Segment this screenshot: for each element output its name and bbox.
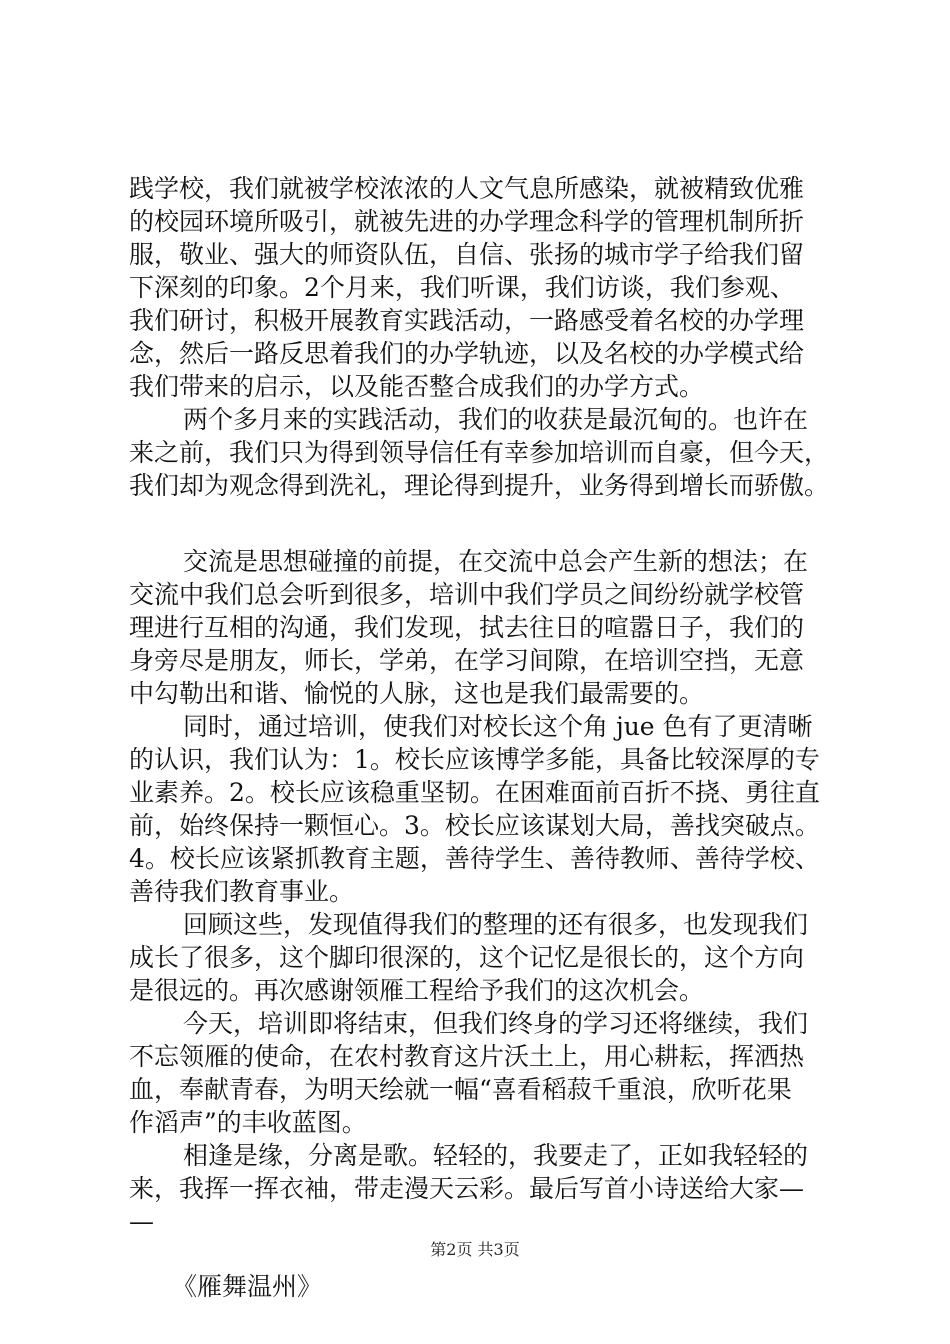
paragraph-7 xyxy=(129,1139,831,1238)
paragraph-line: 交流中我们总会听到很多，培训中我们学员之间纷纷就学校管 xyxy=(129,580,805,609)
paragraph-5 xyxy=(129,908,831,1007)
paragraph-line: 念，然后一路反思着我们的办学轨迹，以及名校的办学模式给 xyxy=(129,339,805,368)
paragraph-line: 来，我挥一挥衣袖，带走漫天云彩。最后写首小诗送给大家— xyxy=(129,1174,805,1203)
paragraph-line: 我们带来的启示，以及能否整合成我们的办学方式。 xyxy=(129,372,705,401)
paragraph-line: 身旁尽是朋友，师长，学弟，在学习间隙，在培训空挡，无意 xyxy=(129,646,805,675)
paragraph-line: 同时，通过培训，使我们对校长这个角 jue 色有了更清晰 xyxy=(183,712,813,741)
page-footer xyxy=(0,1240,950,1260)
paragraph-line: 践学校，我们就被学校浓浓的人文气息所感染，就被精致优雅 xyxy=(129,174,805,203)
paragraph-line: 我们却为观念得到洗礼，理论得到提升，业务得到增长而骄傲。 xyxy=(129,471,830,500)
paragraph-line: 的校园环境所吸引，就被先进的办学理念科学的管理机制所折 xyxy=(129,207,805,236)
paragraph-6 xyxy=(129,1007,831,1139)
paragraph-line: 两个多月来的实践活动，我们的收获是最沉甸的。也许在 xyxy=(183,405,809,434)
paragraph-3 xyxy=(129,545,831,710)
paragraph-4 xyxy=(129,710,831,908)
paragraph-line: 我们研讨，积极开展教育实践活动，一路感受着名校的办学理 xyxy=(129,306,805,335)
paragraph-line: 前，始终保持一颗恒心。3。校长应该谋划大局，善找突破点。 xyxy=(129,811,820,840)
paragraph-line: 成长了很多，这个脚印很深的，这个记忆是很长的，这个方向 xyxy=(129,943,805,972)
paragraph-line: 相逢是缘，分离是歌。轻轻的，我要走了，正如我轻轻的 xyxy=(183,1141,809,1170)
paragraph-line: 服，敬业、强大的师资队伍，自信、张扬的城市学子给我们留 xyxy=(129,240,805,269)
paragraph-line: 中勾勒出和谐、愉悦的人脉，这也是我们最需要的。 xyxy=(129,679,705,708)
paragraph-line: 理进行互相的沟通，我们发现，拭去往日的喧嚣日子，我们的 xyxy=(129,613,805,642)
paragraph-line: 的认识，我们认为：1。校长应该博学多能，具备比较深厚的专 xyxy=(129,745,820,774)
paragraph-2 xyxy=(129,403,831,502)
paragraph-spacer xyxy=(129,502,831,545)
paragraph-line: 作滔声”的丰收蓝图。 xyxy=(129,1108,367,1137)
paragraph-line: 下深刻的印象。2个月来，我们听课，我们访谈，我们参观、 xyxy=(129,273,795,302)
paragraph-line: 交流是思想碰撞的前提，在交流中总会产生新的想法；在 xyxy=(183,547,809,576)
paragraph-line: 是很远的。再次感谢领雁工程给予我们的这次机会。 xyxy=(129,976,705,1005)
paragraph-1 xyxy=(129,172,831,403)
paragraph-line: 业素养。2。校长应该稳重坚韧。在困难面前百折不挠、勇往直 xyxy=(129,778,820,807)
document-body xyxy=(129,172,831,1303)
paragraph-line: 回顾这些，发现值得我们的整理的还有很多，也发现我们 xyxy=(183,910,809,939)
paragraph-line: 血，奉献青春，为明天绘就一幅“喜看稻菽千重浪，欣听花果 xyxy=(129,1075,792,1104)
page-number-label: 第2页 共3页 xyxy=(430,1240,520,1259)
paragraph-line: 4。校长应该紧抓教育主题，善待学生、善待教师、善待学校、 xyxy=(129,844,820,873)
paragraph-line: 不忘领雁的使命，在农村教育这片沃土上，用心耕耘，挥洒热 xyxy=(129,1042,805,1071)
paragraph-line: 善待我们教育事业。 xyxy=(129,877,355,906)
paragraph-line: 来之前，我们只为得到领导信任有幸参加培训而自豪，但今天， xyxy=(129,438,830,467)
paragraph-line: — xyxy=(129,1207,154,1236)
poem-title: 《雁舞温州》 xyxy=(172,1272,323,1301)
paragraph-line: 今天，培训即将结束，但我们终身的学习还将继续，我们 xyxy=(183,1009,809,1038)
